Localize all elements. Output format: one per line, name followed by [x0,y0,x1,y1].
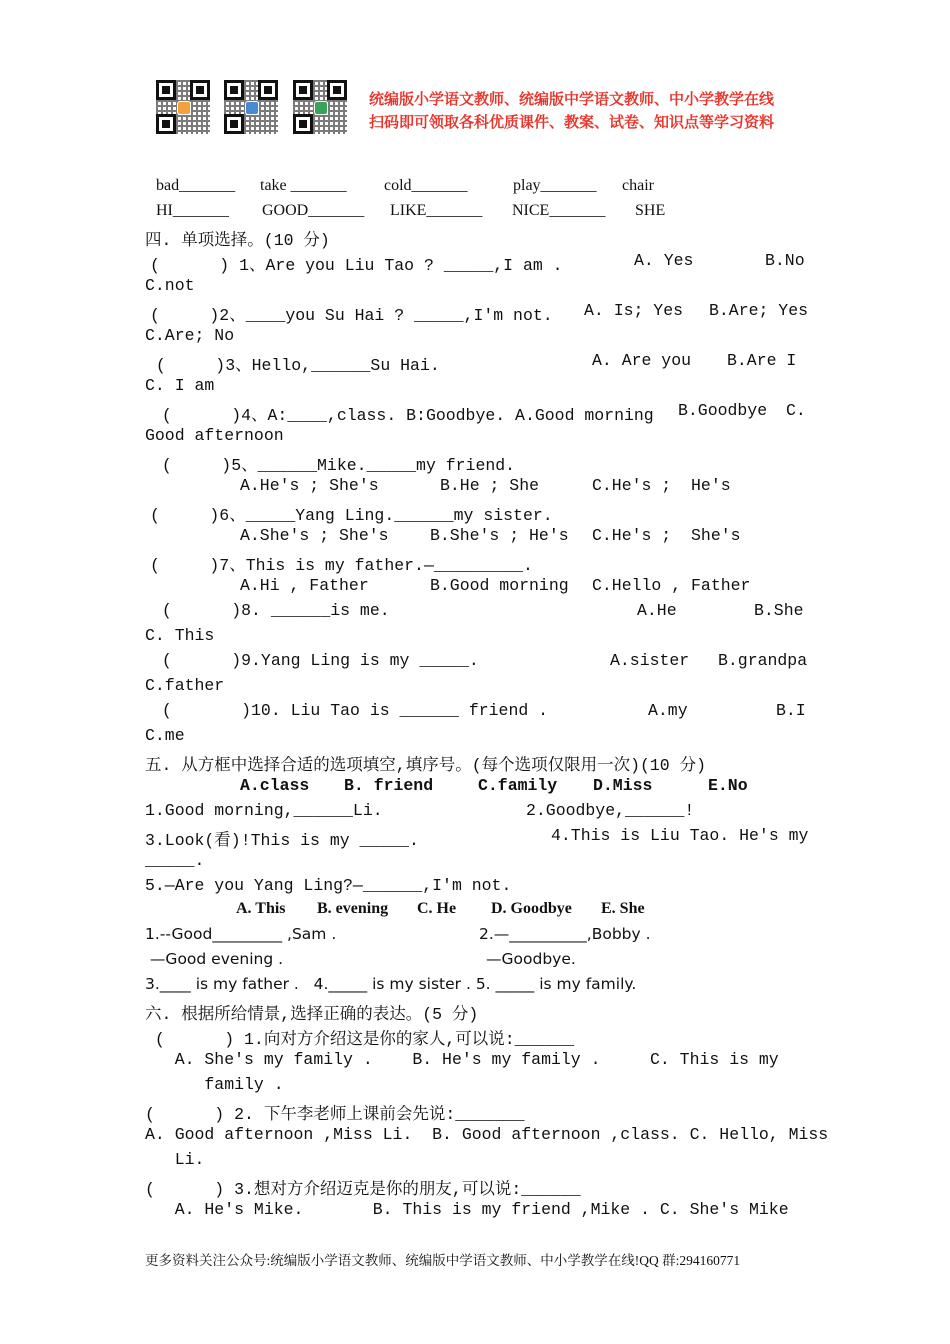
question-line: ( )10. Liu Tao is ______ friend . [152,701,549,720]
option: B. evening [317,900,389,917]
question-line: —Good evening . [145,950,284,968]
option: A. Are you [592,351,692,370]
option: B. friend [344,776,434,795]
option: C.He's ; She's [592,526,741,545]
question-line: ( )3、Hello,______Su Hai. [146,356,440,375]
question-line: 1.Good morning,______Li. [145,801,383,820]
word-blank: play_______ [513,177,597,194]
option: A.my [648,701,688,720]
option: B.Are I [727,351,797,370]
option: B.grandpa [718,651,808,670]
question-line: ( ) 3.想对方介绍迈克是你的朋友,可以说:______ [145,1180,581,1199]
header-line-2: 扫码即可领取各科优质课件、教案、试卷、知识点等学习资料 [369,113,775,131]
word-blank: chair [622,177,654,194]
question-line: C.father [145,676,225,695]
option: B.She's ; He's [430,526,569,545]
question-line: ( )4、A:____,class. B:Goodbye. A.Good morning [152,406,654,425]
word-blank: take _______ [260,177,347,194]
question-line: _____. [145,851,205,870]
question-line: ( ) 2. 下午李老师上课前会先说:_______ [145,1105,525,1124]
question-line: Li. [145,1150,205,1169]
question-line: ( )7、This is my father.—_________. [150,556,533,575]
word-blank: HI_______ [156,202,229,219]
question-line: A. Good afternoon ,Miss Li. B. Good afternoon ,class. C. Hello, Miss [145,1125,829,1144]
option: D. Goodbye [491,900,572,917]
option: D.Miss [593,776,653,795]
option: A. Yes [634,251,694,270]
question-line: ( )9.Yang Ling is my _____. [152,651,479,670]
option: B.I [776,701,806,720]
question-line: C.me [145,726,185,745]
qr-code-icon [224,80,278,134]
question-line: ( ) 1.向对方介绍这是你的家人,可以说:______ [145,1030,575,1049]
question-line: 4.This is Liu Tao. He's my [551,826,809,845]
header-line-1: 统编版小学语文教师、统编版中学语文教师、中小学教学在线 [369,90,775,108]
option: E. She [601,900,645,917]
question-line: C.Are; No [145,326,235,345]
question-line: 1.--Good_________ ,Sam . [145,925,337,943]
question-line: family . [145,1075,284,1094]
option: A.He [637,601,677,620]
question-line: 3.____ is my father . 4._____ is my sister . 5. _____ is my family. [145,975,637,993]
option: A.sister [610,651,690,670]
word-blank: bad_______ [156,177,236,194]
section-title: 四. 单项选择。(10 分) [145,231,330,250]
word-blank: SHE [635,202,666,219]
word-blank: GOOD_______ [262,202,365,219]
qr-code-icon [156,80,210,134]
question-line: ( )6、_____Yang Ling.______my sister. [150,506,553,525]
qr-code-icon [293,80,347,134]
question-line: ( )2、____you Su Hai ? _____,I'm not. [150,306,553,325]
option: B.Good morning [430,576,569,595]
option: A. This [236,900,286,917]
option: E.No [708,776,748,795]
question-line: C. This [145,626,215,645]
section-title: 六. 根据所给情景,选择正确的表达。(5 分) [145,1005,479,1024]
option: A. Is; Yes [584,301,684,320]
question-line: C. I am [145,376,215,395]
option: B.He ; She [440,476,540,495]
option: C. [786,401,806,420]
word-blank: NICE_______ [512,202,606,219]
question-line: Good afternoon [145,426,284,445]
question-line: ( )5、______Mike._____my friend. [152,456,516,475]
option: B.Are; Yes [709,301,809,320]
option: B.Goodbye [678,401,768,420]
option: A.class [240,776,310,795]
section-title: 五. 从方框中选择合适的选项填空,填序号。(每个选项仅限用一次)(10 分) [145,756,707,775]
question-line: —Goodbye. [486,950,576,968]
option: A.Hi , Father [240,576,369,595]
question-line: 2.—__________,Bobby . [479,925,651,943]
question-line: 5.—Are you Yang Ling?—______,I'm not. [145,876,512,895]
option: A.She's ; She's [240,526,389,545]
question-line: ( ) 1、Are you Liu Tao ? _____,I am . [150,256,563,275]
question-line: 2.Goodbye,______! [526,801,695,820]
option: C. He [417,900,457,917]
option: A.He's ; She's [240,476,379,495]
question-line: A. He's Mike. B. This is my friend ,Mike . C. She's Mike [145,1200,789,1219]
question-line: C.not [145,276,195,295]
question-line: 3.Look(看)!This is my _____. [145,831,419,850]
option: B.No [765,251,805,270]
word-blank: cold_______ [384,177,468,194]
option: C.Hello , Father [592,576,751,595]
question-line: A. She's my family . B. He's my family . C. This is my [145,1050,779,1069]
option: C.family [478,776,558,795]
question-line: ( )8. ______is me. [152,601,390,620]
word-blank: LIKE_______ [390,202,483,219]
footer-text: 更多资料关注公众号:统编版小学语文教师、统编版中学语文教师、中小学教学在线!QQ 群:294160771 [145,1253,741,1268]
option: B.She [754,601,804,620]
option: C.He's ; He's [592,476,731,495]
